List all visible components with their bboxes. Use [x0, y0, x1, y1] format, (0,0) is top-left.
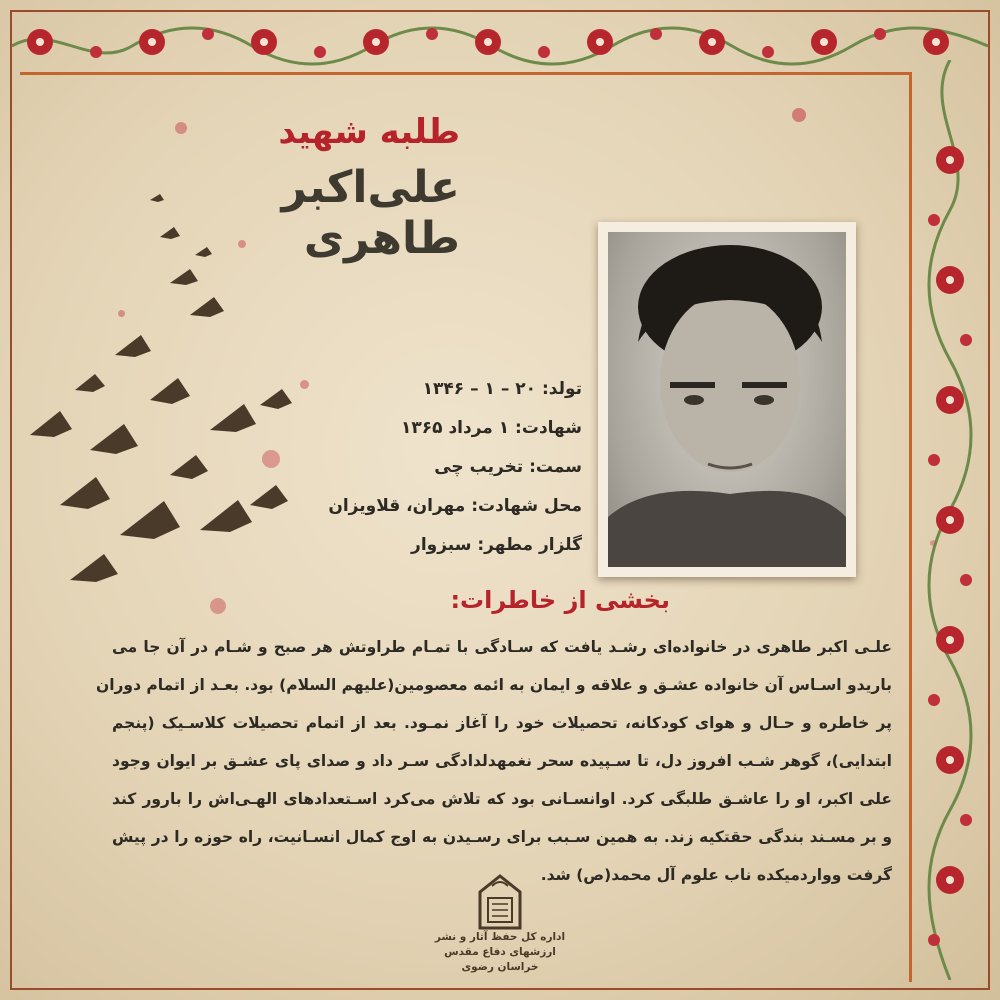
memories-heading: بخشی از خاطرات:: [450, 586, 670, 614]
memories-line: گرفت وواردمیکده ناب علوم آل محمد(ص) شد.: [540, 866, 892, 884]
paint-splash: [930, 540, 936, 546]
martyr-name: علی‌اکبر طاهری: [281, 162, 460, 264]
memories-line: علـی اکبر طاهری در خانواده‌ای رشـد یافت که سـادگی با تمـام طراوتش هر صبح و شـام در آن جا می: [112, 638, 892, 656]
memories-line: ابتدایی)، گوهر شـب افروز دل، تا سـپیده سحر نغمهدلدادگی سـر داد و صدای پای عشـق بر ایوان وجود: [112, 752, 892, 770]
memories-line: علی اکبر، او را عاشـق طلبگی کرد. اوانسـانی بود که تلاش می‌کرد اسـتعدادهای الهـی‌اش را بارور کند: [112, 790, 892, 808]
org-line-1: اداره کل حفظ آثار و نشر: [434, 931, 566, 943]
portrait-image: [608, 232, 846, 567]
title-subtitle: طلبه شهید: [278, 112, 460, 152]
memories-text: [95, 628, 892, 894]
memories-line: پر خاطره و حـال و هوای کودکانه، تحصیلات خود را آغاز نمـود. بعد از اتمام تحصیلات کلاسـیک (پنجم: [112, 714, 892, 732]
org-line-2: ارزشهای دفاع مقدس: [444, 946, 556, 958]
portrait-silhouette: [608, 232, 846, 567]
info-list: [282, 370, 582, 565]
top-floral-border: [12, 12, 988, 72]
memories-line: باریدو اسـاس آن خانواده عشـق و علاقه و ایمان به ائمه معصومین(علیهم السلام) بود. بعـد از اتمام دوران: [95, 676, 892, 694]
paint-splash: [792, 108, 806, 122]
organization-name: [400, 930, 600, 975]
portrait-photo: [598, 222, 856, 577]
info-role: سمت: تخریب چی: [434, 457, 582, 477]
memories-line: و بر مسـند بندگی حقتکیه زند. به همین سـبب برای رسـیدن به اوج کمال انسـانیت، راه حوزه را در پیش: [112, 828, 892, 846]
organization-logo-icon: [470, 872, 530, 932]
right-floral-border: [912, 60, 988, 980]
info-grave: گلزار مطهر: سبزوار: [411, 535, 582, 555]
info-place: محل شهادت: مهران، قلاویزان: [328, 496, 582, 516]
info-birth: تولد: ۲۰ – ۱ – ۱۳۴۶: [422, 379, 582, 399]
org-line-3: خراسان رضوی: [461, 961, 539, 973]
info-martyrdom: شهادت: ۱ مرداد ۱۳۶۵: [401, 418, 582, 438]
